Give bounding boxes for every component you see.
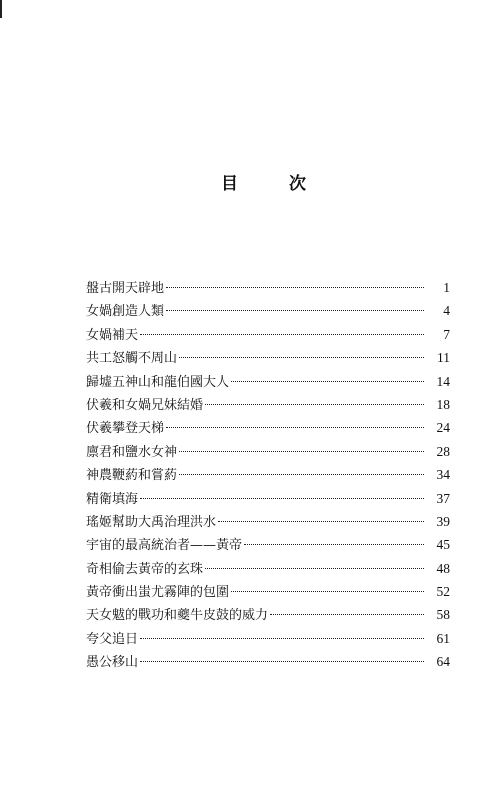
toc-entry[interactable] (86, 603, 450, 626)
toc-entry[interactable] (86, 416, 450, 439)
dot-leader (166, 287, 424, 288)
toc-page-number: 48 (436, 560, 450, 576)
toc-entry[interactable] (86, 463, 450, 486)
toc-entry-title: 奇相偷去黃帝的玄珠 (86, 561, 204, 577)
dot-leader (140, 661, 424, 662)
dot-leader (140, 498, 424, 499)
toc-entry-title: 愚公移山 (86, 655, 139, 671)
table-of-contents (86, 276, 450, 674)
toc-entry[interactable] (86, 557, 450, 580)
toc-entry[interactable] (86, 580, 450, 603)
dot-leader (179, 474, 424, 475)
toc-page-number: 1 (443, 280, 450, 295)
dot-leader (179, 451, 424, 452)
toc-page-number: 4 (443, 303, 450, 319)
toc-entry-title: 盤古開天辟地 (86, 281, 165, 296)
toc-page-number: 61 (436, 630, 450, 646)
toc-entry[interactable] (86, 370, 450, 393)
toc-entry-title: 女媧補天 (86, 327, 139, 343)
dot-leader (270, 614, 424, 615)
dot-leader (179, 357, 424, 358)
page-edge-mark (0, 0, 2, 18)
dot-leader (205, 568, 424, 569)
toc-entry-title: 伏羲攀登天梯 (86, 421, 165, 437)
dot-leader (231, 381, 424, 382)
toc-entry[interactable] (86, 299, 450, 322)
toc-entry[interactable] (86, 440, 450, 463)
toc-entry-title: 精衛填海 (86, 491, 139, 507)
toc-page-number: 18 (436, 396, 450, 412)
dot-leader (166, 427, 424, 428)
toc-entry-title: 宇宙的最高統治者——黃帝 (86, 538, 243, 554)
toc-entry[interactable] (86, 627, 450, 650)
toc-page-number: 14 (436, 373, 450, 389)
toc-entry-title: 天女魃的戰功和夔牛皮鼓的威力 (86, 608, 269, 624)
toc-page-number: 34 (436, 467, 450, 483)
toc-entry-title: 女媧創造人類 (86, 304, 165, 320)
toc-entry-title: 共工怒觸不周山 (86, 351, 178, 367)
toc-entry-title: 黃帝衝出蚩尤霧陣的包圍 (86, 585, 230, 601)
dot-leader (166, 310, 424, 311)
toc-entry[interactable] (86, 650, 450, 673)
dot-leader (205, 404, 424, 405)
toc-entry[interactable] (86, 487, 450, 510)
toc-entry-title: 瑤姬幫助大禹治理洪水 (86, 514, 217, 530)
toc-entry[interactable] (86, 510, 450, 533)
dot-leader (140, 334, 424, 335)
dot-leader (218, 521, 424, 522)
toc-entry-title: 歸墟五神山和龍伯國大人 (86, 374, 230, 390)
page-title (0, 172, 504, 196)
toc-entry[interactable] (86, 533, 450, 556)
toc-page-number: 52 (436, 584, 450, 600)
dot-leader (140, 638, 424, 639)
toc-entry-title: 夸父追日 (86, 631, 139, 647)
toc-entry-title: 廪君和鹽水女神 (86, 444, 178, 460)
toc-entry[interactable] (86, 323, 450, 346)
toc-page-number: 24 (436, 420, 450, 436)
toc-page-number: 39 (436, 513, 450, 529)
page-title-char: 目 (221, 174, 238, 194)
toc-entry-title: 伏羲和女媧兄妹結婚 (86, 397, 204, 413)
toc-page-number: 11 (437, 350, 450, 366)
toc-entry[interactable] (86, 393, 450, 416)
toc-entry[interactable] (86, 346, 450, 369)
toc-entry[interactable] (86, 276, 450, 299)
toc-page-number: 7 (443, 326, 450, 342)
page-title-char: 次 (289, 174, 306, 194)
dot-leader (244, 544, 424, 545)
toc-entry-title: 神農鞭葯和嘗葯 (86, 468, 178, 484)
toc-page-number: 28 (436, 443, 450, 459)
toc-page-number: 64 (436, 654, 450, 670)
dot-leader (231, 591, 424, 592)
toc-page-number: 37 (436, 490, 450, 506)
toc-page-number: 45 (436, 537, 450, 553)
toc-page-number: 58 (436, 607, 450, 623)
